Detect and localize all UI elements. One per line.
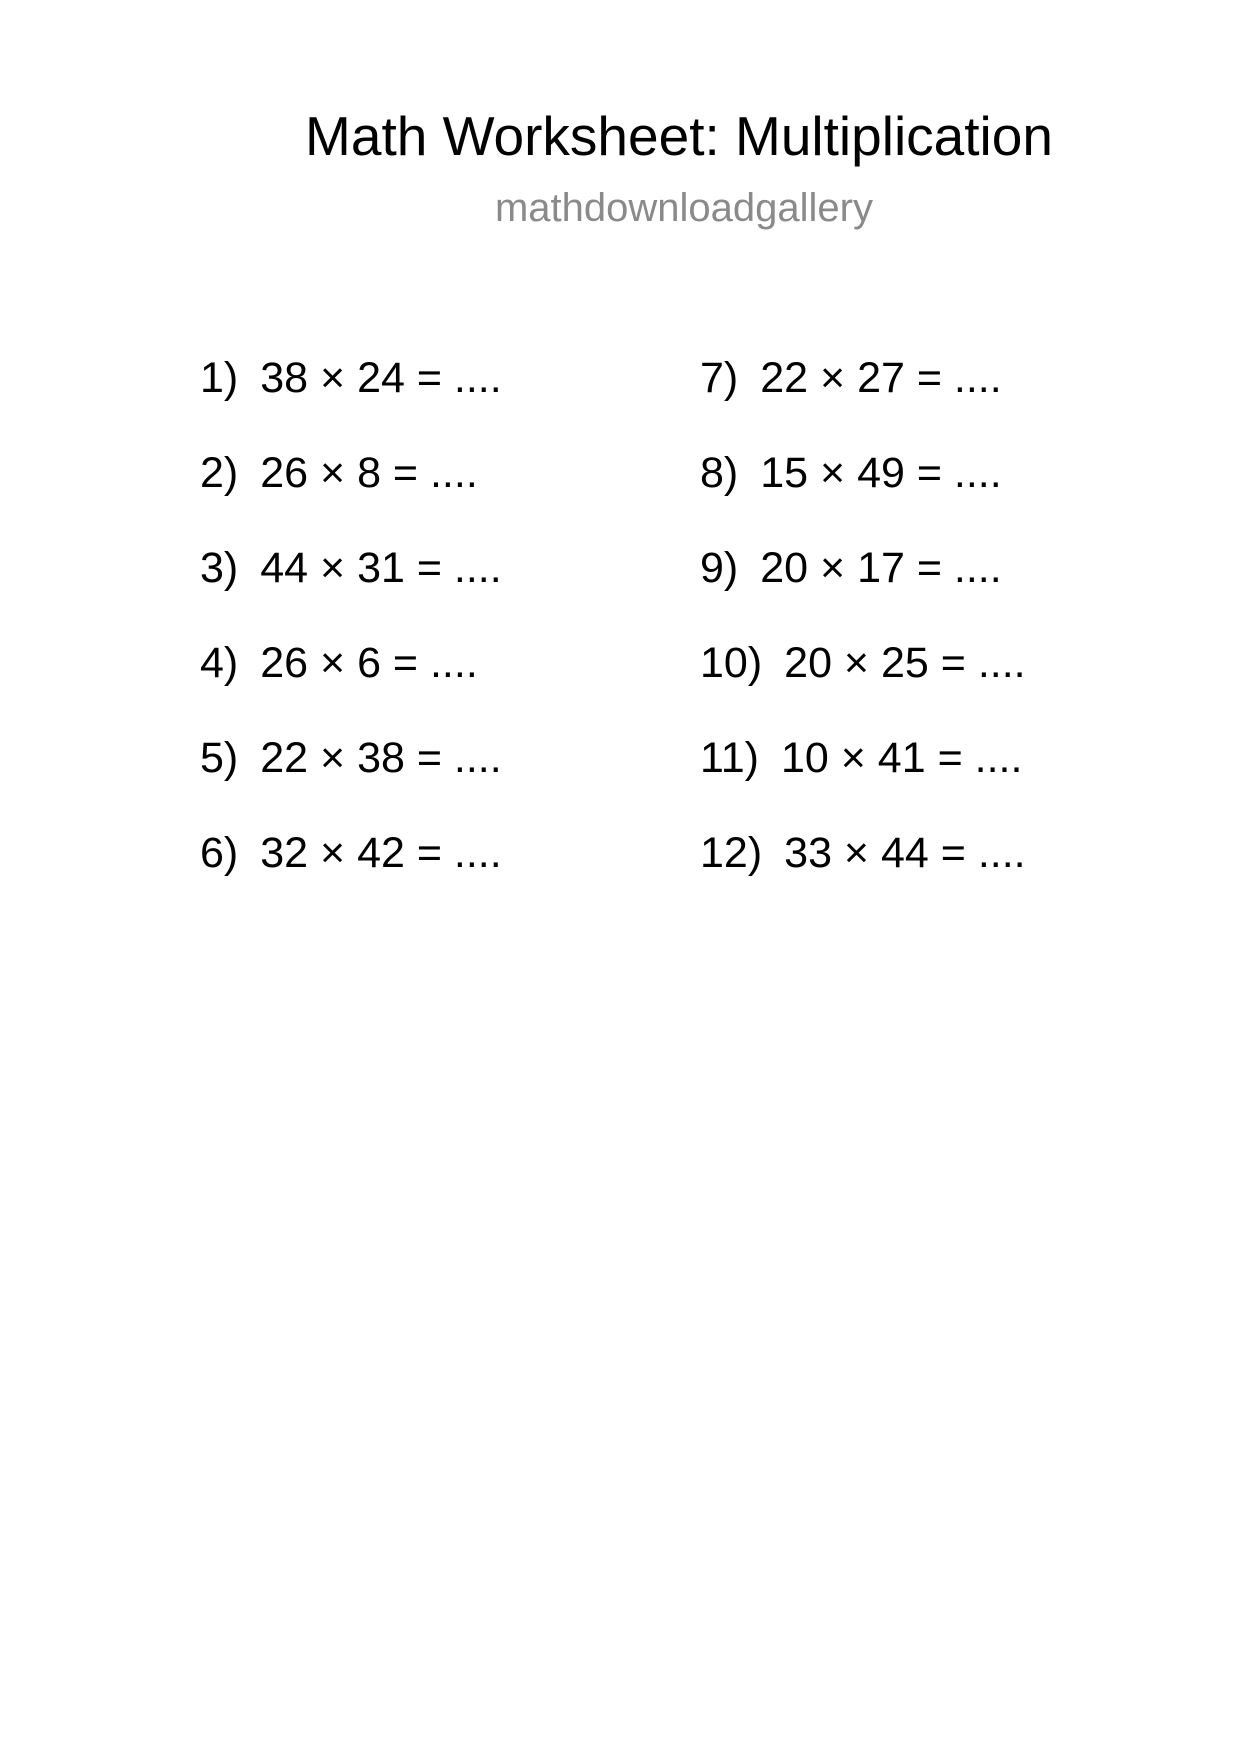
problem-number: 4) [200,639,239,687]
problem-expression: 44 × 31 = .... [260,544,502,592]
problem-expression: 26 × 6 = .... [260,639,478,687]
problem-expression: 22 × 27 = .... [760,354,1002,402]
problem-expression: 22 × 38 = .... [260,734,502,782]
problem-expression: 38 × 24 = .... [260,354,502,402]
problem-item [200,538,660,633]
problem-number: 8) [700,449,739,497]
problem-number: 11) [700,734,759,782]
problem-expression: 33 × 44 = .... [784,829,1026,877]
problem-expression: 10 × 41 = .... [780,734,1023,782]
problem-expression: 20 × 17 = .... [760,544,1002,592]
problem-item [700,633,1160,728]
problem-number: 3) [200,544,239,592]
problem-item [200,443,660,538]
problem-number: 2) [200,449,239,497]
problem-item [200,823,660,918]
problem-number: 1) [200,354,239,402]
problem-number: 12) [700,829,763,877]
worksheet-title: Math Worksheet: Multiplication [305,105,1053,167]
problem-item [700,823,1160,918]
problem-item [200,633,660,728]
problem-number: 5) [200,734,239,782]
problem-column-right [700,348,1160,918]
problem-item [700,348,1160,443]
worksheet-subtitle: mathdownloadgallery [494,186,873,230]
problem-item [200,728,660,823]
problem-number: 6) [200,829,239,877]
problem-item [700,728,1160,823]
problem-number: 9) [700,544,739,592]
problem-number: 10) [700,639,763,687]
problem-item [700,538,1160,633]
problem-expression: 20 × 25 = .... [784,639,1026,687]
problem-expression: 32 × 42 = .... [260,829,502,877]
problem-column-left [200,348,660,918]
problem-number: 7) [700,354,739,402]
problem-expression: 15 × 49 = .... [760,449,1002,497]
problem-item [200,348,660,443]
problem-expression: 26 × 8 = .... [260,449,478,497]
problem-item [700,443,1160,538]
